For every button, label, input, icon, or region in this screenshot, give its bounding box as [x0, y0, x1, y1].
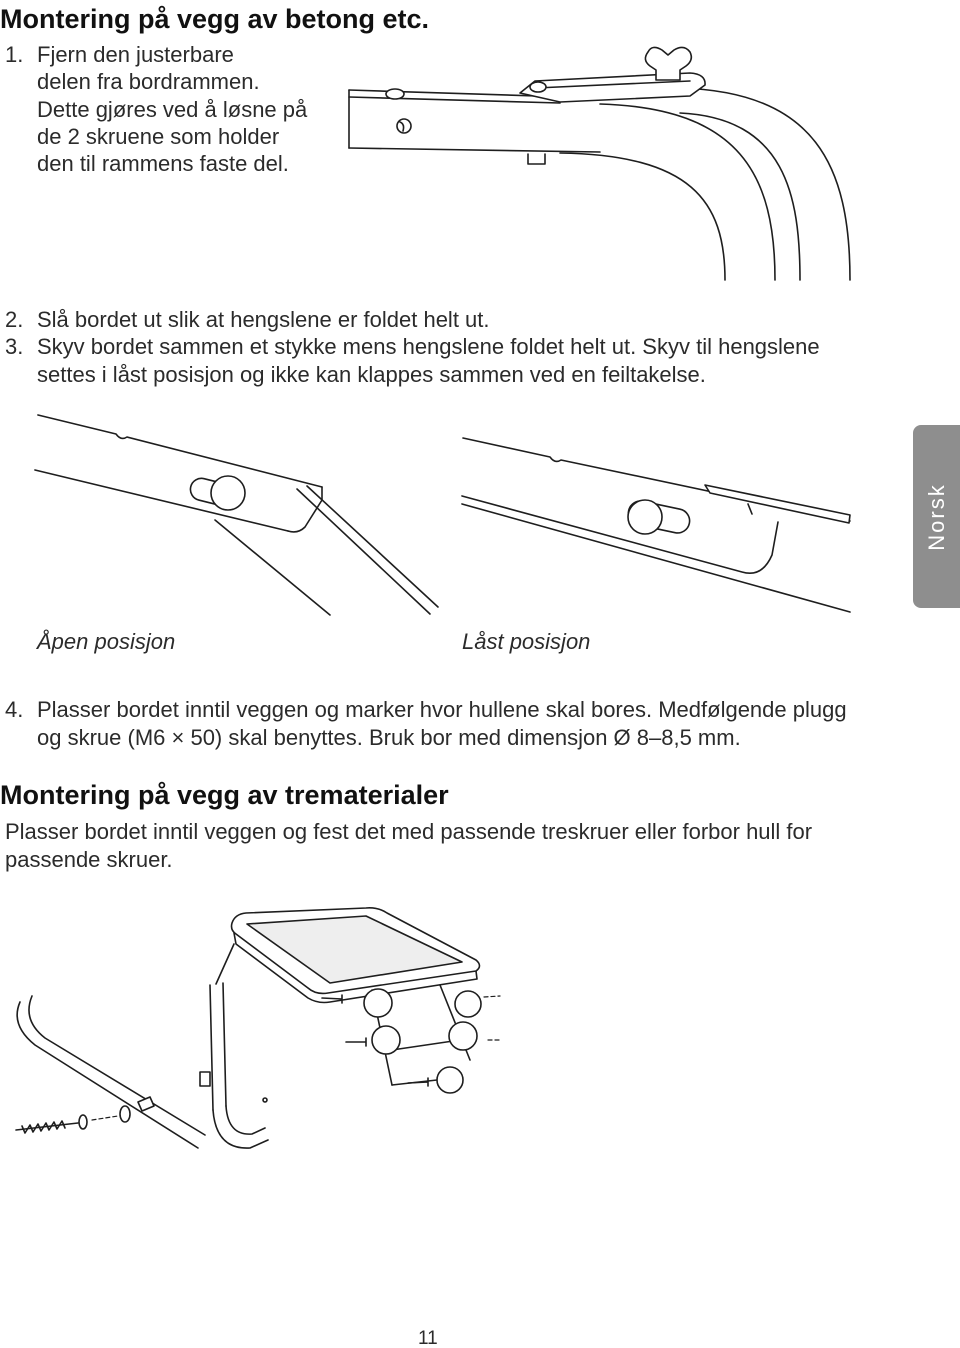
step-2-line-1: Slå bordet ut slik at hengslene er foldet helt ut.	[37, 307, 490, 332]
step-4-line-2: og skrue (M6 × 50) skal benyttes. Bruk bor med dimensjon Ø 8–8,5 mm.	[37, 725, 741, 750]
open-hinge-arm-outer	[297, 489, 430, 614]
locked-hinge-tab	[748, 504, 752, 514]
wood-screw-thread	[22, 1121, 65, 1133]
screw-head-left	[386, 89, 404, 99]
screw-to-washer-guide	[92, 1116, 118, 1120]
small-screw-2	[346, 1038, 366, 1046]
open-frame-leg	[215, 520, 330, 615]
caption-open-position: Åpen posisjon	[37, 629, 176, 654]
washer	[120, 1106, 130, 1122]
frame-front-outer-curve	[600, 104, 775, 280]
open-bar-end	[288, 487, 322, 532]
leg-bend-inner	[226, 1106, 265, 1134]
detail-circle-3	[372, 1026, 400, 1054]
rail-bottom-edge	[349, 148, 600, 152]
open-position-illustration	[30, 410, 440, 620]
step-1-line-3: Dette gjøres ved å løsne på	[37, 97, 308, 122]
step-3-line-2: settes i låst posisjon og ikke kan klappes sammen ved en feiltakelse.	[37, 362, 706, 387]
step-4-line-1: Plasser bordet inntil veggen og marker hvor hullene skal bores. Medfølgende plugg	[37, 697, 847, 722]
step-1-line-5: den til rammens faste del.	[37, 151, 289, 176]
frame-back-inner-curve	[680, 113, 800, 280]
detail-circle-5	[437, 1067, 463, 1093]
open-bar-bottom-edge	[35, 470, 288, 531]
screw-underside	[528, 154, 545, 164]
open-knob-icon	[211, 476, 245, 510]
leg-plug	[200, 1072, 210, 1086]
small-screw-3	[408, 1078, 428, 1086]
frame-back-outer-curve	[680, 88, 850, 280]
section-title-wood: Montering på vegg av trematerialer	[0, 780, 449, 810]
wood-paragraph-line-2: passende skruer.	[5, 847, 173, 872]
locked-bar-bottom-edge	[462, 496, 778, 573]
locked-position-illustration	[455, 430, 860, 620]
rail-top-inner-edge	[349, 97, 560, 103]
wood-paragraph-line-1: Plasser bordet inntil veggen og fest det med passende treskruer eller forbor hull for	[5, 819, 813, 844]
caption-locked-position: Låst posisjon	[462, 629, 591, 654]
leg-tube-left	[210, 985, 213, 1110]
step-1-line-1: Fjern den justerbare	[37, 42, 234, 67]
step-2-number: 2.	[5, 307, 24, 332]
step-3-number: 3.	[5, 334, 24, 359]
page-number: 11	[418, 1328, 438, 1348]
locked-knob-icon	[628, 500, 662, 534]
step-3-line-1: Skyv bordet sammen et stykke mens hengslene foldet helt ut. Skyv til hengslene	[37, 334, 820, 359]
locked-hinge-plate	[705, 485, 850, 523]
detail-circle-2	[455, 991, 481, 1017]
marker-dot	[263, 1098, 267, 1102]
leg-tube-right	[223, 983, 226, 1106]
frame-adjustable-part-illustration	[340, 40, 860, 285]
leg-bend-outer	[213, 1110, 268, 1148]
wall-mounting-illustration	[5, 900, 520, 1165]
step-1-line-4: de 2 skruene som holder	[37, 124, 280, 149]
rail-hole-inner	[400, 122, 404, 131]
section-title-concrete: Montering på vegg av betong etc.	[0, 4, 430, 34]
open-bar-top-edge	[38, 415, 322, 487]
open-hinge-arm-inner	[307, 486, 438, 607]
wood-screw-head	[79, 1115, 87, 1129]
step-1-number: 1.	[5, 42, 24, 67]
step-1-line-2: delen fra bordrammen.	[37, 69, 260, 94]
leg-to-table	[216, 944, 234, 984]
language-tab	[913, 425, 960, 608]
detail-circle-4	[449, 1022, 477, 1050]
detail-circle-1	[364, 989, 392, 1017]
language-tab-label: Norsk	[923, 482, 949, 551]
frame-inner-curve	[560, 153, 725, 280]
screw-guide-line-1	[484, 996, 500, 997]
wall-plug	[138, 1097, 154, 1111]
lower-frame-inner	[29, 996, 205, 1135]
step-4-number: 4.	[5, 697, 24, 722]
screw-head-right	[530, 82, 546, 92]
